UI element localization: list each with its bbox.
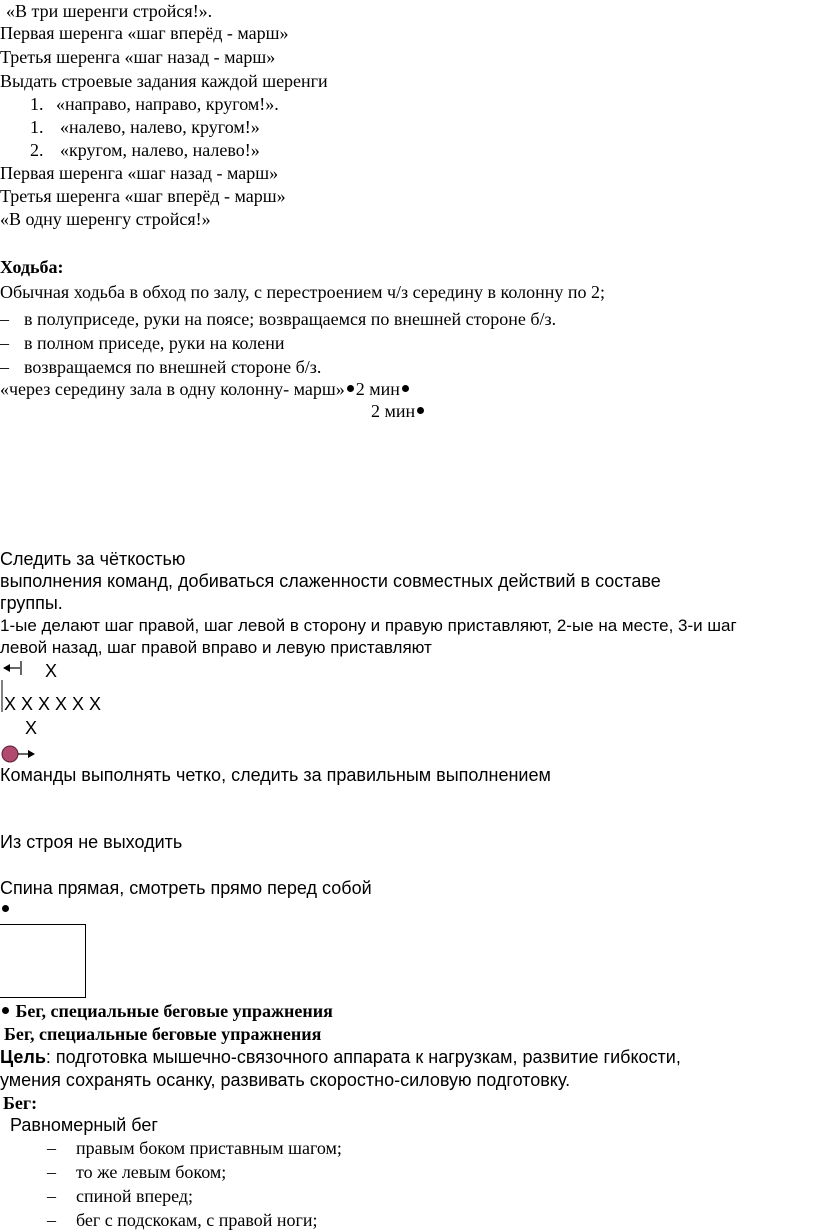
formation-x-bottom: Х [25, 718, 38, 738]
list-item: – в полном приседе, руки на колени [0, 333, 285, 353]
note-commands: Команды выполнять четко, следить за правильным выполнением [0, 765, 551, 785]
dash-icon: – [47, 1162, 56, 1182]
dash-icon: – [47, 1210, 56, 1230]
list-item: – спиной вперед; [47, 1186, 194, 1206]
goal-line: Цель: подготовка мышечно-связочного аппарата к нагрузкам, развитие гибкости, [0, 1047, 681, 1067]
note-stay-in-line: Из строя не выходить [0, 832, 183, 852]
note-precision: Следить за чёткостью [0, 549, 186, 569]
note-steps-cont: левой назад, шаг правой вправо и левую приставляют [0, 638, 432, 657]
goal-line-cont: умения сохранять осанку, развивать скоростно-силовую подготовку. [0, 1070, 571, 1090]
marsh-command: «через середину зала в одну колонну- марш» 2 мин [0, 378, 411, 400]
list-item: – правым боком приставным шагом; [47, 1138, 342, 1158]
dash-icon: – [47, 1186, 56, 1206]
command-third-rank-back: Третья шеренга «шаг назад - марш» [0, 47, 276, 67]
goal-label: Цель [0, 1047, 46, 1067]
note-coordination: выполнения команд, добиваться слаженности совместных действий в составе [0, 571, 661, 591]
dash-icon: – [0, 309, 9, 329]
note-posture: Спина прямая, смотреть прямо перед собой [0, 878, 372, 898]
arrow-right-icon [0, 742, 40, 766]
formation-x-top: Х [45, 661, 58, 681]
list-item: – в полуприседе, руки на поясе; возвращаемся по внешней стороне б/з. [0, 309, 557, 329]
list-text: «направо, направо, кругом!». [56, 94, 279, 114]
command-one-rank: «В одну шеренгу стройся!» [0, 209, 211, 229]
walk-intro: Обычная ходьба в обход по залу, с перестроением ч/з середину в колонну по 2; [0, 282, 606, 302]
run-heading-repeat: Бег, специальные беговые упражнения [4, 1024, 322, 1044]
bullet-icon [417, 407, 424, 414]
formation-x-row: Х Х Х Х Х Х [4, 694, 102, 714]
list-text: «кругом, налево, налево!» [60, 140, 260, 160]
list-item: – возвращаемся по внешней стороне б/з. [0, 357, 322, 377]
bullet-icon [2, 1007, 9, 1014]
bullet-icon [402, 385, 409, 392]
duration-line [371, 400, 426, 422]
command-first-rank-back: Первая шеренга «шаг назад - марш» [0, 163, 279, 183]
run-subheading: Бег: [3, 1093, 38, 1113]
arrow-left-icon [0, 658, 40, 678]
command-third-rank-forward: Третья шеренга «шаг вперёд - марш» [0, 186, 286, 206]
dash-icon: – [0, 357, 9, 377]
task-assignment: Выдать строевые задания каждой шеренги [0, 71, 328, 91]
list-number: 1. [30, 94, 44, 114]
command-three-ranks: «В три шеренги стройся!». [6, 1, 213, 21]
even-run: Равномерный бег [10, 1115, 158, 1135]
list-item: – бег с подскокам, с правой ноги; [47, 1210, 318, 1230]
run-heading: Бег, специальные беговые упражнения [0, 1000, 333, 1022]
list-item [30, 139, 260, 161]
dash-icon: – [0, 333, 9, 353]
command-first-rank-forward: Первая шеренга «шаг вперёд - марш» [0, 23, 289, 43]
duration: 2 мин [371, 401, 416, 421]
empty-frame [0, 924, 86, 998]
bullet-icon [347, 385, 354, 392]
note-steps: 1-ые делают шаг правой, шаг левой в сторону и правую приставляют, 2-ые на месте, 3-и шаг [0, 616, 737, 635]
bullet-icon [2, 905, 9, 912]
list-number: 1. [30, 117, 44, 137]
list-item [30, 116, 260, 138]
dash-icon: – [47, 1138, 56, 1158]
note-group: группы. [0, 593, 63, 613]
walk-heading: Ходьба: [0, 257, 64, 277]
list-number: 2. [30, 140, 44, 160]
list-item: – то же левым боком; [47, 1162, 227, 1182]
list-text: «налево, налево, кругом!» [60, 117, 260, 137]
duration: 2 мин [355, 379, 400, 399]
list-item [30, 93, 279, 115]
